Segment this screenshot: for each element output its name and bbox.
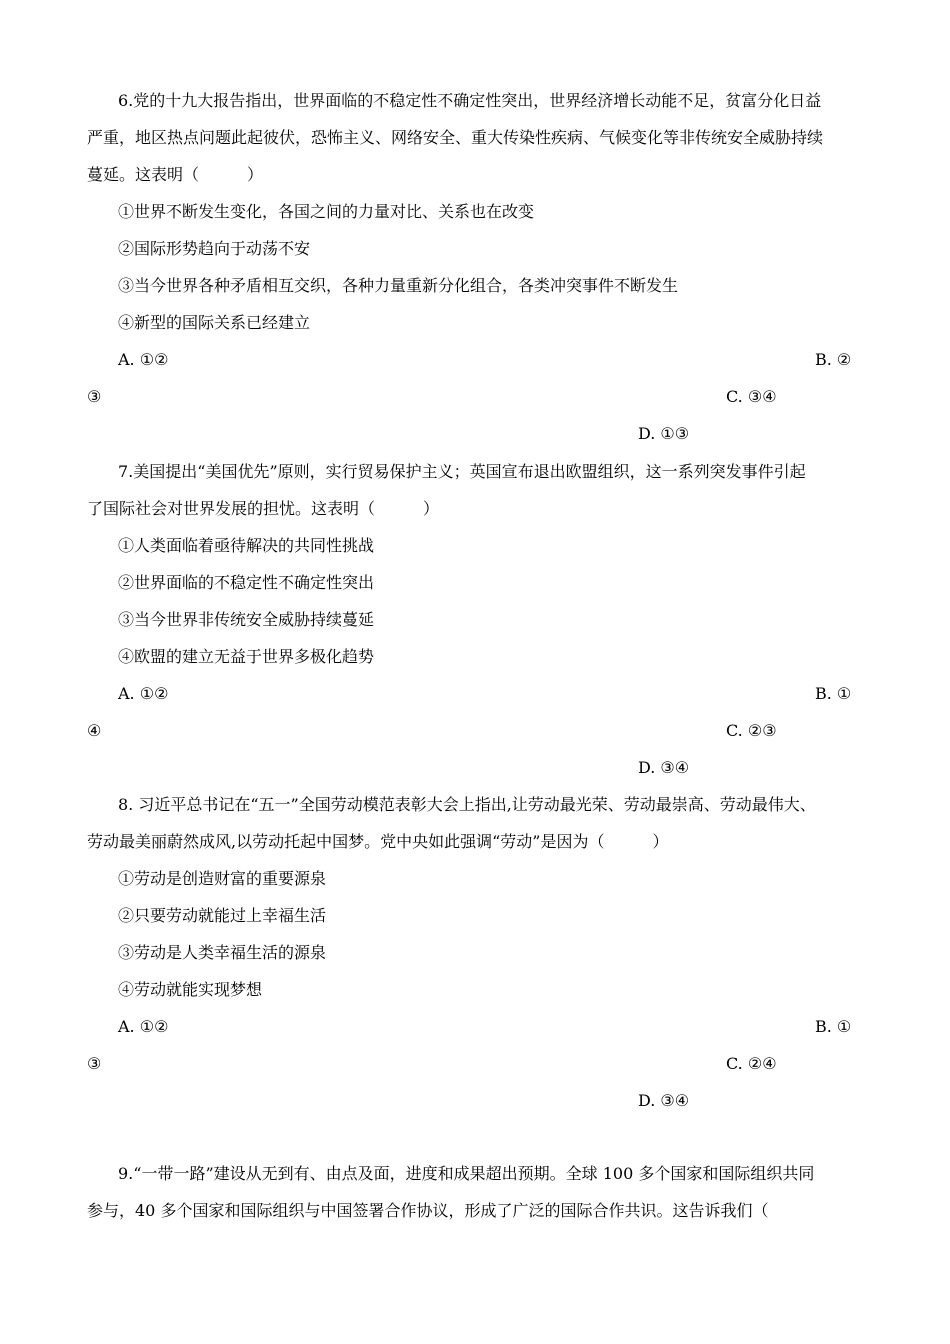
question-8-option-a[interactable]: A. ①②: [118, 1017, 169, 1036]
question-8-statement-4: ④劳动就能实现梦想: [118, 980, 263, 999]
question-7-stem-line-1: 7.美国提出“美国优先”原则，实行贸易保护主义；英国宣布退出欧盟组织，这一系列突发事件引起: [118, 462, 806, 481]
question-6-option-c[interactable]: C. ③④: [726, 387, 777, 406]
question-8-stem-line-1: 8. 习近平总书记在“五一”全国劳动模范表彰大会上指出,让劳动最光荣、劳动最崇高、劳动最伟大、: [118, 795, 816, 814]
question-6-option-d[interactable]: D. ①③: [638, 424, 690, 443]
question-6-stem-line-2: 严重，地区热点问题此起彼伏，恐怖主义、网络安全、重大传染性疾病、气候变化等非传统安全威胁持续: [87, 128, 824, 147]
question-6-stem-line-3: 蔓延。这表明（ ）: [87, 165, 264, 184]
question-8-option-c[interactable]: C. ②④: [726, 1054, 777, 1073]
question-7-option-c[interactable]: C. ②③: [726, 721, 777, 740]
question-7-statement-1: ①人类面临着亟待解决的共同性挑战: [118, 536, 375, 555]
question-6-statement-3: ③当今世界各种矛盾相互交织，各种力量重新分化组合，各类冲突事件不断发生: [118, 276, 679, 295]
question-7-option-b-wrap: ④: [87, 721, 102, 740]
question-6-statement-2: ②国际形势趋向于动荡不安: [118, 239, 311, 258]
question-7-statement-4: ④欧盟的建立无益于世界多极化趋势: [118, 647, 375, 666]
question-7-statement-3: ③当今世界非传统安全威胁持续蔓延: [118, 610, 375, 629]
question-7-stem-line-2: 了国际社会对世界发展的担忧。这表明（ ）: [87, 499, 440, 518]
question-9-stem-line-1: 9.“一带一路”建设从无到有、由点及面，进度和成果超出预期。全球 100 多个国家和国际组织共同: [118, 1164, 815, 1183]
question-8-stem-line-2: 劳动最美丽蔚然成风,以劳动托起中国梦。党中央如此强调“劳动”是因为（ ）: [87, 832, 669, 851]
question-9-stem-line-2: 参与，40 多个国家和国际组织与中国签署合作协议，形成了广泛的国际合作共识。这告诉我们（: [87, 1201, 769, 1220]
question-8-statement-1: ①劳动是创造财富的重要源泉: [118, 869, 327, 888]
question-6-option-a[interactable]: A. ①②: [118, 350, 169, 369]
question-7-option-a[interactable]: A. ①②: [118, 684, 169, 703]
question-7-statement-2: ②世界面临的不稳定性不确定性突出: [118, 573, 375, 592]
question-6-statement-1: ①世界不断发生变化，各国之间的力量对比、关系也在改变: [118, 202, 535, 221]
question-8-option-d[interactable]: D. ③④: [638, 1091, 690, 1110]
question-8-option-b-wrap: ③: [87, 1054, 102, 1073]
question-6-statement-4: ④新型的国际关系已经建立: [118, 313, 311, 332]
question-8-statement-2: ②只要劳动就能过上幸福生活: [118, 906, 327, 925]
question-8-statement-3: ③劳动是人类幸福生活的源泉: [118, 943, 327, 962]
question-6-option-b-wrap: ③: [87, 387, 102, 406]
question-6-option-b[interactable]: B. ②: [815, 350, 852, 369]
question-6-stem-line-1: 6.党的十九大报告指出，世界面临的不稳定性不确定性突出，世界经济增长动能不足，贫富分化日益: [118, 91, 822, 110]
question-7-option-d[interactable]: D. ③④: [638, 758, 690, 777]
question-8-option-b[interactable]: B. ①: [815, 1017, 852, 1036]
question-7-option-b[interactable]: B. ①: [815, 684, 852, 703]
